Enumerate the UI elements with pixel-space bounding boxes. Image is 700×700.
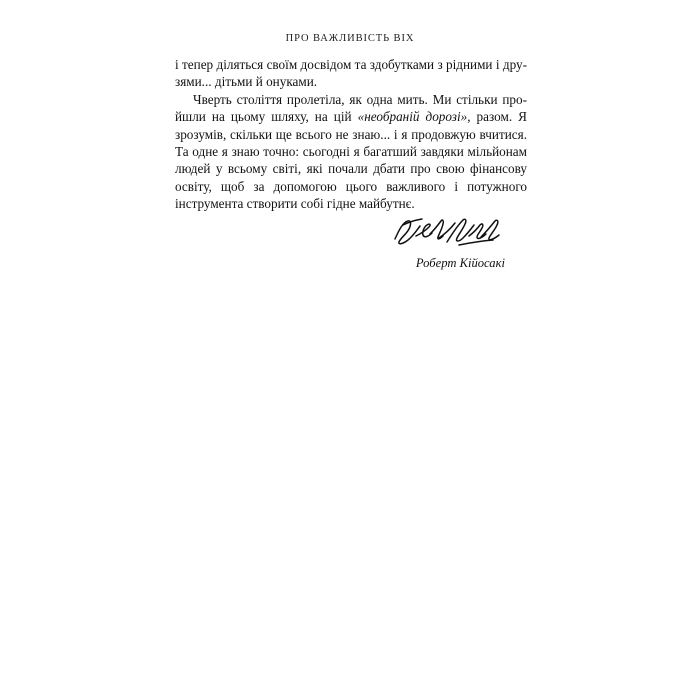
paragraph-1: і тепер діляться своїм досвідом та здобутками з рідними і друзями... дітьми й онуками. <box>175 57 527 90</box>
body-text <box>175 56 527 213</box>
handwritten-signature-icon <box>389 212 509 252</box>
signature-name: Роберт Кійосакі <box>415 256 505 270</box>
paragraph-2: Чверть століття пролетіла, як одна мить. Ми стільки пройшли на цьому шляху, на цій «необраній дорозі», разом. Я зрозумів, скільки ще всього не знаю... і я продовжую вчитися. Та одне я знаю точно: сьогодні я багатший завдяки мільйонам людей у всьому світі, які почали дбати про свою фінансову освіту, щоб за допомогою цього важливого і потужного інструмента створити собі гідне майбутнє. <box>175 91 527 212</box>
running-head: ПРО ВАЖЛИВІСТЬ ВІХ <box>285 33 415 44</box>
signature-block <box>175 212 527 271</box>
